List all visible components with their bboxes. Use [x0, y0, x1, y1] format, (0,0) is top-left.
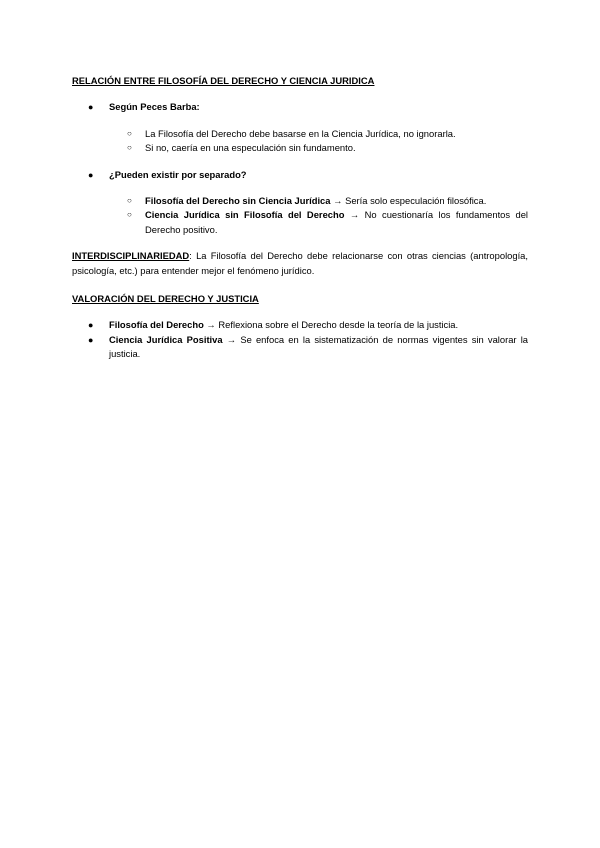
circle-bullet-icon: ○: [127, 128, 132, 138]
sub-item-text: → No cuestionaría los fundamentos del Derecho positivo.: [145, 209, 528, 235]
interdisciplinariedad-paragraph: [72, 249, 528, 278]
sub-item-text: → Sería solo especulación filosófica.: [330, 195, 487, 207]
interdisciplinariedad-text: : La Filosofía del Derecho debe relacionarse con otras ciencias (antropología, psicología, etc.) para entender mejor el fenómeno jurídico.: [72, 250, 528, 276]
interdisciplinariedad-term: INTERDISCIPLINARIEDAD: [72, 250, 190, 262]
list-item-separado: [72, 168, 528, 182]
circle-bullet-icon: ○: [127, 196, 132, 206]
sub-item-text: La Filosofía del Derecho debe basarse en la Ciencia Jurídica, no ignorarla.: [145, 127, 456, 139]
bullet-icon: ●: [88, 169, 94, 180]
sub-item: [72, 208, 528, 237]
sub-item: [72, 127, 528, 141]
sub-item-bold: Filosofía del Derecho sin Ciencia Jurídica: [145, 195, 331, 207]
list-item: [72, 333, 528, 362]
list-item-peces-barba: [72, 100, 528, 114]
bullet-icon: ●: [88, 102, 94, 113]
list-item-label: ¿Pueden existir por separado?: [109, 168, 247, 180]
section-heading-valoracion: VALORACIÓN DEL DERECHO Y JUSTICIA: [72, 293, 259, 305]
bullet-icon: ●: [88, 320, 94, 331]
list-item-bold: Ciencia Jurídica Positiva: [109, 333, 223, 345]
bullet-icon: ●: [88, 334, 94, 345]
list-item-label: Según Peces Barba:: [109, 101, 200, 113]
circle-bullet-icon: ○: [127, 210, 132, 220]
list-item-text: → Se enfoca en la sistematización de normas vigentes sin valorar la justicia.: [109, 333, 529, 360]
list-item-text: → Reflexiona sobre el Derecho desde la teoría de la justicia.: [203, 319, 459, 331]
sub-item-text: Si no, caería en una especulación sin fundamento.: [145, 142, 356, 154]
circle-bullet-icon: ○: [127, 143, 132, 153]
sub-item: [72, 141, 528, 155]
document-page: [72, 74, 528, 362]
section-heading-relacion: RELACIÓN ENTRE FILOSOFÍA DEL DERECHO Y CIENCIA JURIDICA: [72, 75, 375, 86]
list-item-bold: Filosofía del Derecho: [109, 319, 204, 331]
sub-item-bold: Ciencia Jurídica sin Filosofía del Derecho: [145, 209, 345, 221]
list-item: [72, 318, 528, 332]
sub-item: [72, 194, 528, 208]
